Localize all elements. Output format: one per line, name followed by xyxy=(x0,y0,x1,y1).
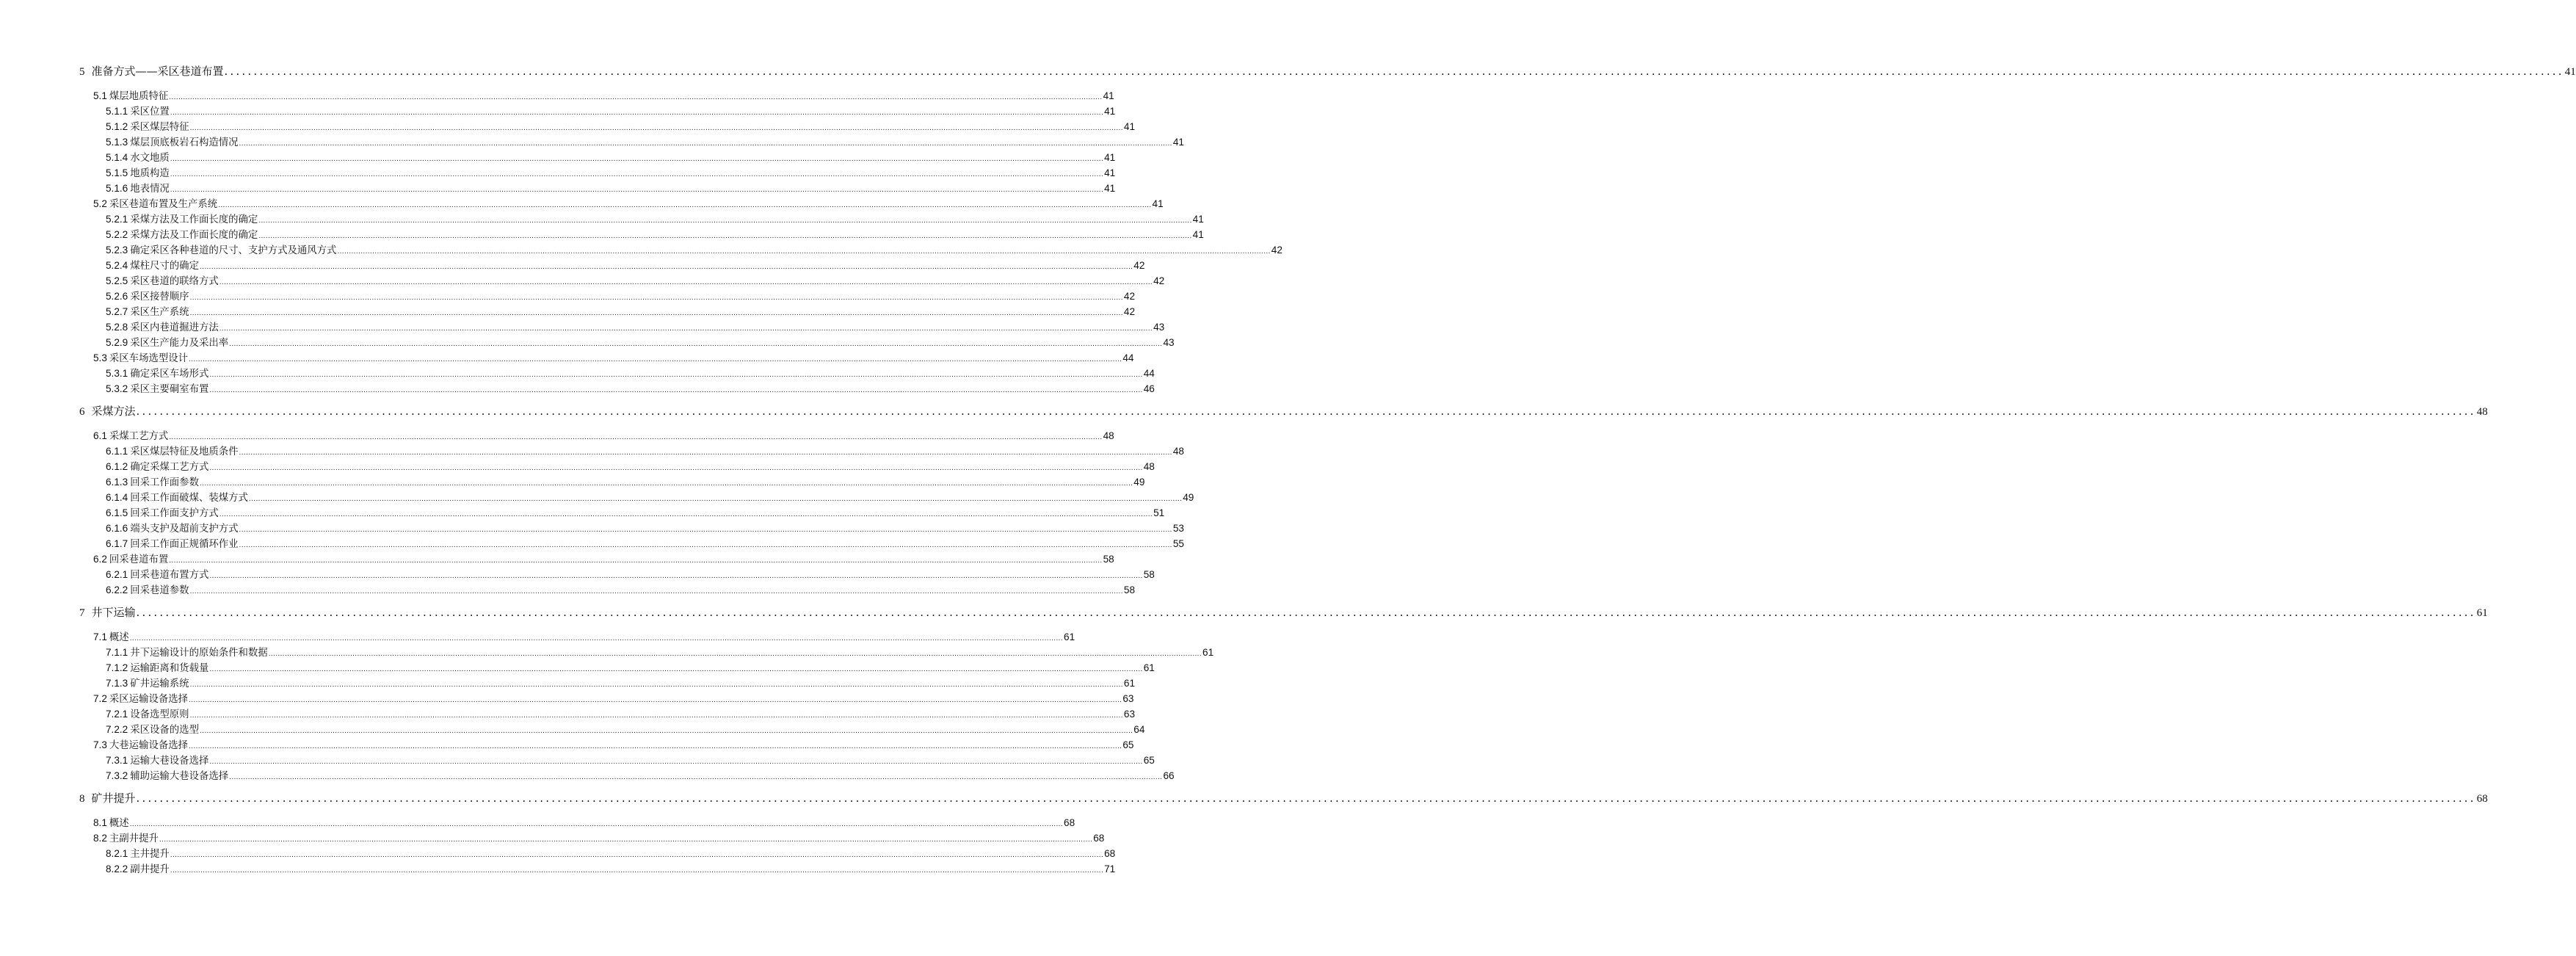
toc-entry-sub[interactable] xyxy=(106,104,1116,119)
toc-entry-title: 设备选型原则 xyxy=(130,709,189,720)
toc-entry-number: 7.3 xyxy=(93,739,107,750)
toc-entry-label xyxy=(93,691,188,705)
toc-entry-title: 采区生产系统 xyxy=(130,307,189,318)
toc-entry-label xyxy=(106,861,170,875)
toc-entry-title: 运输距离和货载量 xyxy=(130,663,209,674)
toc-page-number: 41 xyxy=(1192,229,1204,240)
toc-entry-label xyxy=(106,134,239,148)
toc-page-number: 41 xyxy=(1123,121,1136,132)
toc-entry-section[interactable] xyxy=(93,737,1134,753)
toc-page-number: 61 xyxy=(1123,678,1136,689)
toc-entry-sub[interactable] xyxy=(106,211,1204,227)
toc-entry-number: 5.3.1 xyxy=(106,368,128,379)
toc-entry-title: 采区运输设备选择 xyxy=(109,694,189,705)
toc-page-number: 48 xyxy=(2476,406,2488,418)
toc-page-number: 41 xyxy=(1104,152,1116,163)
toc-entry-title: 采区位置 xyxy=(130,106,170,117)
toc-entry-section[interactable] xyxy=(93,629,1075,645)
toc-entry-section[interactable] xyxy=(93,350,1134,366)
toc-page-number: 41 xyxy=(1172,137,1184,148)
toc-entry-label xyxy=(106,490,248,504)
toc-entry-sub[interactable] xyxy=(106,366,1155,381)
toc-entry-title: 准备方式——采区巷道布置 xyxy=(91,65,224,78)
toc-entry-label xyxy=(106,536,239,550)
toc-dot-leader: ................................................................................................................................................................................................................................................................................................................................................................................................................ xyxy=(239,449,1172,457)
toc-entry-title: 采区设备的选型 xyxy=(130,725,199,736)
toc-entry-sub[interactable] xyxy=(106,846,1116,861)
toc-entry-sub[interactable] xyxy=(106,304,1136,319)
toc-dot-leader: ................................................................................................................................................................................................................................................................................................................................................................................................................ xyxy=(169,557,1103,565)
toc-dot-leader: ................................................................................................................................................................................................................................................................................................................................................................................................................ xyxy=(136,792,2476,805)
toc-entry-title: 矿井运输系统 xyxy=(130,678,189,689)
toc-entry-title: 采煤方法及工作面长度的确定 xyxy=(130,214,258,225)
toc-page-number: 41 xyxy=(1152,198,1164,209)
toc-entry-sub[interactable] xyxy=(106,381,1155,396)
toc-entry-sub[interactable] xyxy=(106,505,1165,521)
toc-entry-number: 8.1 xyxy=(93,817,107,828)
toc-entry-number: 6.1.4 xyxy=(106,492,128,503)
toc-entry-section[interactable] xyxy=(93,691,1134,706)
toc-dot-leader: ................................................................................................................................................................................................................................................................................................................................................................................................................ xyxy=(129,820,1064,828)
toc-page-number: 44 xyxy=(1122,352,1134,363)
toc-entry-number: 7.1.3 xyxy=(106,678,128,689)
toc-dot-leader: ................................................................................................................................................................................................................................................................................................................................................................................................................ xyxy=(189,742,1122,750)
toc-entry-label xyxy=(106,242,336,256)
toc-entry-title: 煤层顶底板岩石构造情况 xyxy=(130,137,239,148)
toc-entry-title: 井下运输设计的原始条件和数据 xyxy=(130,648,268,659)
toc-entry-section[interactable] xyxy=(93,88,1114,104)
toc-dot-leader: ................................................................................................................................................................................................................................................................................................................................................................................................................ xyxy=(189,309,1123,317)
toc-entry-title: 运输大巷设备选择 xyxy=(130,756,209,767)
toc-entry-title: 采区煤层特征 xyxy=(130,122,189,133)
toc-dot-leader: ................................................................................................................................................................................................................................................................................................................................................................................................................ xyxy=(209,464,1143,472)
toc-page-number: 49 xyxy=(1183,492,1194,503)
toc-entry-label xyxy=(93,88,168,102)
toc-entry-title: 井下运输 xyxy=(91,606,136,619)
toc-dot-leader: ................................................................................................................................................................................................................................................................................................................................................................................................................ xyxy=(268,650,1202,658)
toc-entry-section[interactable] xyxy=(93,830,1105,846)
toc-page-number: 58 xyxy=(1123,584,1136,595)
toc-page-number: 53 xyxy=(1172,523,1184,534)
toc-entry-number: 7.2.1 xyxy=(106,709,128,720)
toc-entry-number: 5.2.9 xyxy=(106,337,128,348)
toc-entry-sub[interactable] xyxy=(106,768,1175,783)
toc-entry-title: 回采巷道布置 xyxy=(109,554,169,565)
toc-entry-sub[interactable] xyxy=(106,645,1214,660)
toc-entry-number: 5.2.2 xyxy=(106,229,128,240)
toc-dot-leader: ................................................................................................................................................................................................................................................................................................................................................................................................................ xyxy=(337,247,1271,256)
toc-dot-leader: ................................................................................................................................................................................................................................................................................................................................................................................................................ xyxy=(169,93,1103,101)
toc-entry-sub[interactable] xyxy=(106,676,1136,691)
toc-entry-number: 5.2.3 xyxy=(106,245,128,256)
toc-page-number: 58 xyxy=(1143,569,1155,580)
toc-entry-number: 5.2.7 xyxy=(106,306,128,317)
toc-entry-title: 煤层地质特征 xyxy=(109,91,169,102)
toc-entry-number: 5.2.1 xyxy=(106,214,128,225)
toc-entry-title: 地质构造 xyxy=(130,168,170,179)
toc-entry-title: 辅助运输大巷设备选择 xyxy=(130,771,229,782)
toc-entry-number: 5.2.4 xyxy=(106,260,128,271)
toc-dot-leader: ................................................................................................................................................................................................................................................................................................................................................................................................................ xyxy=(209,371,1143,379)
toc-entry-sub[interactable] xyxy=(106,521,1184,536)
toc-page-number: 65 xyxy=(1143,755,1155,766)
toc-entry-label xyxy=(106,273,219,287)
toc-page-number: 61 xyxy=(1064,631,1075,642)
toc-dot-leader: ................................................................................................................................................................................................................................................................................................................................................................................................................ xyxy=(189,681,1123,689)
toc-page-number: 61 xyxy=(1143,662,1155,673)
toc-entry-number: 7.2.2 xyxy=(106,724,128,735)
toc-dot-leader: ................................................................................................................................................................................................................................................................................................................................................................................................................ xyxy=(229,773,1163,781)
toc-entry-title: 采区主要硐室布置 xyxy=(130,384,209,395)
toc-dot-leader: ................................................................................................................................................................................................................................................................................................................................................................................................................ xyxy=(224,65,2564,78)
toc-entry-sub[interactable] xyxy=(106,474,1145,490)
toc-entry-label xyxy=(93,551,168,565)
toc-entry-sub[interactable] xyxy=(106,227,1204,242)
toc-page-number: 44 xyxy=(1143,368,1155,379)
toc-dot-leader: ................................................................................................................................................................................................................................................................................................................................................................................................................ xyxy=(199,479,1133,488)
toc-entry-label xyxy=(106,505,219,519)
toc-entry-number: 5.1.4 xyxy=(106,152,128,163)
toc-entry-section[interactable] xyxy=(93,428,1114,443)
toc-dot-leader: ................................................................................................................................................................................................................................................................................................................................................................................................................ xyxy=(189,124,1123,132)
toc-page-number: 64 xyxy=(1133,724,1145,735)
toc-entry-label xyxy=(106,366,208,380)
toc-entry-number: 8.2.2 xyxy=(106,863,128,874)
toc-entry-number: 8.2.1 xyxy=(106,848,128,859)
toc-entry-label xyxy=(106,150,170,164)
toc-entry-label xyxy=(93,428,168,442)
toc-entry-label xyxy=(106,459,208,473)
toc-entry-label xyxy=(106,645,268,659)
toc-page-number: 42 xyxy=(1133,260,1145,271)
toc-entry-label xyxy=(106,706,189,720)
toc-entry-label xyxy=(106,104,170,117)
toc-entry-label xyxy=(93,196,217,210)
toc-dot-leader: ................................................................................................................................................................................................................................................................................................................................................................................................................ xyxy=(258,217,1192,225)
toc-entry-number: 6.1.1 xyxy=(106,446,128,457)
toc-dot-leader: ................................................................................................................................................................................................................................................................................................................................................................................................................ xyxy=(248,495,1183,503)
toc-page-number: 61 xyxy=(2476,607,2488,619)
toc-dot-leader: ................................................................................................................................................................................................................................................................................................................................................................................................................ xyxy=(219,278,1153,286)
toc-entry-section[interactable] xyxy=(93,196,1164,211)
toc-entry-sub[interactable] xyxy=(106,119,1136,134)
toc-entry-sub[interactable] xyxy=(106,134,1184,150)
toc-entry-title: 采区煤层特征及地质条件 xyxy=(130,446,239,457)
toc-page-number: 43 xyxy=(1163,337,1175,348)
toc-entry-sub[interactable] xyxy=(106,150,1116,165)
toc-entry-label xyxy=(106,304,189,318)
toc-entry-label xyxy=(106,521,239,535)
toc-page-number: 61 xyxy=(1202,647,1214,658)
toc-entry-title: 回采工作面支护方式 xyxy=(130,508,219,519)
toc-entry-sub[interactable] xyxy=(106,722,1145,737)
toc-entry-label xyxy=(106,181,170,195)
toc-page-number: 58 xyxy=(1103,554,1114,565)
toc-entry-label xyxy=(106,289,189,303)
toc-entry-number: 8.2 xyxy=(93,833,107,844)
toc-entry-number: 6.2.2 xyxy=(106,584,128,595)
toc-entry-title: 采区巷道布置及生产系统 xyxy=(109,199,218,210)
toc-entry-label xyxy=(106,474,199,488)
toc-entry-number: 6.1.3 xyxy=(106,477,128,488)
toc-entry-sub[interactable] xyxy=(106,335,1175,350)
toc-entry-label xyxy=(106,211,258,225)
toc-entry-number: 6.1.6 xyxy=(106,523,128,534)
toc-entry-sub[interactable] xyxy=(106,459,1155,474)
toc-entry-title: 主副井提升 xyxy=(109,833,159,844)
toc-entry-number: 6.1.7 xyxy=(106,538,128,549)
toc-dot-leader: ................................................................................................................................................................................................................................................................................................................................................................................................................ xyxy=(159,836,1093,844)
toc-entry-sub[interactable] xyxy=(106,289,1136,304)
toc-dot-leader: ................................................................................................................................................................................................................................................................................................................................................................................................................ xyxy=(209,572,1143,580)
toc-entry-label xyxy=(106,567,208,581)
toc-entry-title: 大巷运输设备选择 xyxy=(109,740,189,751)
toc-dot-leader: ................................................................................................................................................................................................................................................................................................................................................................................................................ xyxy=(199,263,1133,271)
toc-entry-label xyxy=(106,676,189,689)
toc-dot-leader: ................................................................................................................................................................................................................................................................................................................................................................................................................ xyxy=(229,340,1163,348)
toc-entry-number: 5.2.5 xyxy=(106,275,128,286)
toc-entry-number: 6.1.2 xyxy=(106,461,128,472)
toc-page-number: 41 xyxy=(1104,167,1116,178)
toc-entry-number: 5 xyxy=(79,66,85,78)
toc-entry-number: 5.1.2 xyxy=(106,121,128,132)
toc-entry-title: 确定采煤工艺方式 xyxy=(130,462,209,473)
toc-page-number: 65 xyxy=(1122,739,1134,750)
toc-entry-number: 7.3.1 xyxy=(106,755,128,766)
toc-dot-leader: ................................................................................................................................................................................................................................................................................................................................................................................................................ xyxy=(170,109,1104,117)
toc-entry-title: 采区车场选型设计 xyxy=(109,353,189,364)
toc-entry-number: 5.3 xyxy=(93,352,107,363)
toc-entry-label xyxy=(79,604,136,620)
toc-entry-title: 概述 xyxy=(109,632,129,643)
toc-dot-leader: ................................................................................................................................................................................................................................................................................................................................................................................................................ xyxy=(136,606,2476,619)
toc-entry-sub[interactable] xyxy=(106,660,1155,676)
toc-entry-title: 确定采区各种巷道的尺寸、支护方式及通风方式 xyxy=(130,245,337,256)
toc-entry-label xyxy=(106,846,170,860)
toc-page-number: 48 xyxy=(1143,461,1155,472)
toc-entry-title: 煤柱尺寸的确定 xyxy=(130,261,199,272)
toc-dot-leader: ................................................................................................................................................................................................................................................................................................................................................................................................................ xyxy=(209,386,1143,394)
toc-entry-number: 5.2.6 xyxy=(106,291,128,302)
toc-page-number: 63 xyxy=(1123,709,1136,720)
toc-entry-title: 采区生产能力及采出率 xyxy=(130,338,229,349)
toc-dot-leader: ................................................................................................................................................................................................................................................................................................................................................................................................................ xyxy=(189,355,1122,363)
toc-page-number: 55 xyxy=(1172,538,1184,549)
toc-entry-label xyxy=(106,582,189,596)
toc-entry-number: 5.1.3 xyxy=(106,137,128,148)
toc-entry-title: 回采巷道布置方式 xyxy=(130,570,209,581)
toc-entry-sub[interactable] xyxy=(106,319,1165,335)
toc-page-number: 71 xyxy=(1104,863,1116,874)
toc-entry-title: 采区接替顺序 xyxy=(130,291,189,303)
toc-dot-leader: ................................................................................................................................................................................................................................................................................................................................................................................................................ xyxy=(189,587,1123,595)
toc-entry-chapter[interactable] xyxy=(79,403,2488,422)
toc-entry-title: 采煤工艺方式 xyxy=(109,431,169,442)
toc-entry-label xyxy=(106,722,199,736)
toc-entry-label xyxy=(106,319,219,333)
toc-dot-leader: ................................................................................................................................................................................................................................................................................................................................................................................................................ xyxy=(136,405,2476,418)
toc-entry-label xyxy=(106,381,208,395)
toc-entry-label xyxy=(93,350,188,364)
toc-page-number: 42 xyxy=(1153,275,1165,286)
toc-entry-number: 6.1.5 xyxy=(106,507,128,518)
toc-entry-number: 5.1.1 xyxy=(106,106,128,117)
toc-dot-leader: ................................................................................................................................................................................................................................................................................................................................................................................................................ xyxy=(129,634,1064,642)
toc-dot-leader: ................................................................................................................................................................................................................................................................................................................................................................................................................ xyxy=(209,665,1143,673)
toc-entry-title: 回采巷道参数 xyxy=(130,585,189,596)
toc-page-number: 68 xyxy=(1064,817,1075,828)
toc-entry-label xyxy=(106,258,199,272)
toc-entry-label xyxy=(106,165,170,179)
toc-dot-leader: ................................................................................................................................................................................................................................................................................................................................................................................................................ xyxy=(189,711,1123,720)
toc-entry-title: 概述 xyxy=(109,818,129,829)
toc-page-number: 48 xyxy=(1172,446,1184,457)
toc-entry-chapter[interactable] xyxy=(79,63,2576,82)
toc-entry-section[interactable] xyxy=(93,551,1114,567)
toc-entry-sub[interactable] xyxy=(106,536,1184,551)
toc-entry-section[interactable] xyxy=(93,815,1075,830)
toc-entry-number: 7.1.2 xyxy=(106,662,128,673)
toc-dot-leader: ................................................................................................................................................................................................................................................................................................................................................................................................................ xyxy=(239,140,1172,148)
toc-entry-title: 采煤方法及工作面长度的确定 xyxy=(130,230,258,241)
toc-entry-label xyxy=(106,119,189,133)
toc-dot-leader: ................................................................................................................................................................................................................................................................................................................................................................................................................ xyxy=(199,727,1133,735)
toc-entry-sub[interactable] xyxy=(106,706,1136,722)
toc-page-number: 43 xyxy=(1153,322,1165,333)
toc-entry-sub[interactable] xyxy=(106,582,1136,598)
toc-entry-sub[interactable] xyxy=(106,181,1116,196)
toc-page-number: 46 xyxy=(1143,383,1155,394)
toc-entry-number: 5.1.5 xyxy=(106,167,128,178)
toc-page-number: 66 xyxy=(1163,770,1175,781)
toc-entry-label xyxy=(79,63,224,79)
toc-page-number: 63 xyxy=(1122,693,1134,704)
toc-entry-sub[interactable] xyxy=(106,242,1282,258)
toc-dot-leader: ................................................................................................................................................................................................................................................................................................................................................................................................................ xyxy=(239,526,1172,534)
toc-entry-label xyxy=(106,753,208,767)
toc-entry-title: 采区内巷道掘进方法 xyxy=(130,322,219,333)
toc-entry-title: 主井提升 xyxy=(130,849,170,860)
toc-entry-number: 5.1.6 xyxy=(106,183,128,194)
toc-dot-leader: ................................................................................................................................................................................................................................................................................................................................................................................................................ xyxy=(209,758,1143,766)
toc-entry-number: 5.2.8 xyxy=(106,322,128,333)
toc-page-number: 41 xyxy=(1104,106,1116,117)
toc-entry-number: 7.1.1 xyxy=(106,647,128,658)
toc-entry-sub[interactable] xyxy=(106,273,1165,289)
toc-entry-label xyxy=(79,790,136,805)
toc-page-number: 49 xyxy=(1133,477,1145,488)
toc-dot-leader: ................................................................................................................................................................................................................................................................................................................................................................................................................ xyxy=(258,232,1192,240)
toc-entry-title: 回采工作面正规循环作业 xyxy=(130,539,239,550)
toc-entry-number: 7.3.2 xyxy=(106,770,128,781)
toc-entry-label xyxy=(93,815,129,829)
toc-entry-sub[interactable] xyxy=(106,258,1145,273)
toc-entry-title: 地表情况 xyxy=(130,184,170,195)
toc-page-number: 48 xyxy=(1103,430,1114,441)
toc-entry-label xyxy=(93,629,129,643)
toc-dot-leader: ................................................................................................................................................................................................................................................................................................................................................................................................................ xyxy=(189,294,1123,302)
toc-entry-sub[interactable] xyxy=(106,567,1155,582)
toc-page-number: 68 xyxy=(1104,848,1116,859)
toc-entry-title: 端头支护及超前支护方式 xyxy=(130,524,239,535)
toc-entry-number: 6.2 xyxy=(93,554,107,565)
toc-entry-title: 采煤方法 xyxy=(91,405,136,418)
toc-dot-leader: ................................................................................................................................................................................................................................................................................................................................................................................................................ xyxy=(170,186,1104,194)
toc-entry-chapter[interactable] xyxy=(79,790,2488,809)
toc-page-number: 41 xyxy=(1103,90,1114,101)
toc-entry-number: 6.1 xyxy=(93,430,107,441)
toc-page-number: 42 xyxy=(1123,291,1136,302)
toc-entry-title: 确定采区车场形式 xyxy=(130,369,209,380)
toc-entry-chapter[interactable] xyxy=(79,604,2488,623)
toc-entry-number: 6 xyxy=(79,406,85,418)
toc-entry-sub[interactable] xyxy=(106,753,1155,768)
toc-entry-title: 水文地质 xyxy=(130,153,170,164)
toc-entry-number: 6.2.1 xyxy=(106,569,128,580)
toc-entry-label xyxy=(79,403,136,419)
toc-entry-title: 采区巷道的联络方式 xyxy=(130,276,219,287)
toc-dot-leader: ................................................................................................................................................................................................................................................................................................................................................................................................................ xyxy=(189,696,1122,704)
toc-entry-label xyxy=(106,227,258,241)
toc-entry-title: 副井提升 xyxy=(130,864,170,875)
toc-dot-leader: ................................................................................................................................................................................................................................................................................................................................................................................................................ xyxy=(219,325,1153,333)
toc-entry-title: 回采工作面破煤、装煤方式 xyxy=(130,493,248,504)
toc-page-number: 42 xyxy=(1271,245,1282,256)
toc-page-number: 68 xyxy=(2476,793,2488,805)
toc-entry-number: 7.2 xyxy=(93,693,107,704)
toc-entry-number: 8 xyxy=(79,793,85,805)
toc-page-number: 41 xyxy=(2564,66,2576,78)
toc-dot-leader: ................................................................................................................................................................................................................................................................................................................................................................................................................ xyxy=(169,433,1103,441)
toc-dot-leader: ................................................................................................................................................................................................................................................................................................................................................................................................................ xyxy=(170,851,1104,859)
toc-page-number: 51 xyxy=(1153,507,1165,518)
toc-entry-number: 5.3.2 xyxy=(106,383,128,394)
toc-entry-number: 7 xyxy=(79,607,85,619)
toc-entry-sub[interactable] xyxy=(106,861,1116,877)
toc-entry-label xyxy=(93,737,188,751)
toc-entry-label xyxy=(93,830,159,844)
toc-entry-label xyxy=(106,335,228,349)
toc-page-number: 41 xyxy=(1192,214,1204,225)
toc-dot-leader: ................................................................................................................................................................................................................................................................................................................................................................................................................ xyxy=(219,510,1153,518)
toc-entry-number: 5.1 xyxy=(93,90,107,101)
toc-entry-sub[interactable] xyxy=(106,443,1184,459)
toc-entry-title: 回采工作面参数 xyxy=(130,477,199,488)
toc-page-number: 41 xyxy=(1104,183,1116,194)
toc-dot-leader: ................................................................................................................................................................................................................................................................................................................................................................................................................ xyxy=(218,201,1152,209)
toc-dot-leader: ................................................................................................................................................................................................................................................................................................................................................................................................................ xyxy=(170,866,1104,874)
toc-page-number: 68 xyxy=(1093,833,1105,844)
toc-page-number: 42 xyxy=(1123,306,1136,317)
toc-dot-leader: ................................................................................................................................................................................................................................................................................................................................................................................................................ xyxy=(170,155,1104,163)
toc-entry-number: 7.1 xyxy=(93,631,107,642)
toc-dot-leader: ................................................................................................................................................................................................................................................................................................................................................................................................................ xyxy=(239,541,1172,549)
toc-entry-label xyxy=(106,443,239,457)
toc-entry-sub[interactable] xyxy=(106,165,1116,181)
toc-entry-title: 矿井提升 xyxy=(91,792,136,805)
toc-entry-number: 5.2 xyxy=(93,198,107,209)
toc-entry-label xyxy=(106,660,208,674)
toc-dot-leader: ................................................................................................................................................................................................................................................................................................................................................................................................................ xyxy=(170,170,1104,178)
toc-entry-sub[interactable] xyxy=(106,490,1194,505)
toc-entry-label xyxy=(106,768,228,782)
